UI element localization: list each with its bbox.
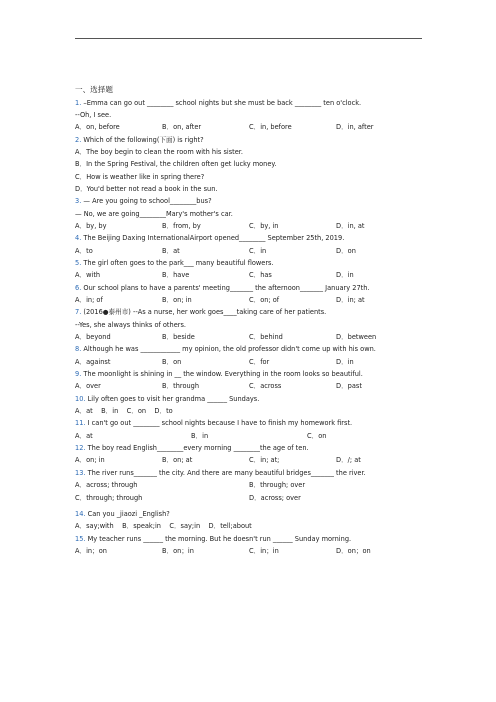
option-a[interactable]: A．at — [75, 431, 93, 440]
question-number: 11. — [75, 419, 86, 428]
question-4-options — [75, 245, 425, 257]
option-a[interactable]: A．over — [75, 382, 101, 391]
question-number: 5. — [75, 258, 82, 267]
question-7-options — [75, 331, 425, 343]
question-number: 13. — [75, 468, 86, 477]
option-a[interactable]: A．against — [75, 357, 111, 366]
question-number: 12. — [75, 444, 86, 453]
option-d[interactable]: D．between — [336, 333, 377, 342]
question-number: 2. — [75, 135, 82, 144]
option-a[interactable]: A．The boy begin to clean the room with his sister. — [75, 147, 244, 156]
option-b[interactable]: B．In the Spring Festival, the children often get lucky money. — [75, 160, 277, 169]
question-1-options — [75, 121, 425, 133]
option-a[interactable]: A．to — [75, 246, 93, 255]
question-8-options — [75, 356, 425, 368]
option-d[interactable]: D．in, after — [336, 123, 374, 132]
question-1 — [75, 97, 425, 109]
option-b[interactable]: B．have — [162, 271, 190, 280]
option-a[interactable]: A．across; through — [75, 481, 138, 490]
option-d[interactable]: D．You'd better not read a book in the sun. — [75, 184, 218, 193]
question-3-reply: — No, we are going________Mary's mother's car. — [75, 209, 233, 218]
option-d[interactable]: D．across; over — [249, 493, 301, 502]
question-number: 6. — [75, 283, 82, 292]
question-list — [75, 83, 425, 557]
question-text: — Are you going to school________bus? — [83, 197, 212, 206]
question-9 — [75, 368, 425, 380]
question-5 — [75, 257, 425, 269]
option-b[interactable]: B．in — [191, 431, 209, 440]
option-a[interactable]: A．on; in — [75, 456, 105, 465]
option-c[interactable]: C．in, before — [249, 123, 292, 132]
option-b[interactable]: B．through; over — [249, 481, 306, 490]
option-a[interactable]: A．by, by — [75, 221, 107, 230]
option-b[interactable]: B．on；in — [162, 546, 194, 555]
question-15-options — [75, 545, 425, 557]
option-a[interactable]: A．on, before — [75, 123, 120, 132]
question-6 — [75, 282, 425, 294]
question-number: 7. — [75, 308, 82, 317]
question-text: Can you _jiaozi _English? — [87, 509, 170, 518]
question-3-options — [75, 220, 425, 232]
question-text: Our school plans to have a parents' meeting_______ the afternoon_______ January 27th. — [83, 283, 370, 292]
option-a[interactable]: A．with — [75, 271, 101, 280]
question-text: The Beijing Daxing InternationalAirport opened________ September 25th, 2019. — [83, 234, 345, 243]
option-c[interactable]: C．by, in — [249, 221, 279, 230]
option-b[interactable]: B．on — [162, 357, 182, 366]
question-text: I can't go out ________ school nights because I have to finish my homework first. — [87, 419, 353, 428]
question-text: Which of the following(下面) is right? — [83, 135, 204, 144]
question-number: 3. — [75, 197, 82, 206]
option-c[interactable]: C．has — [249, 271, 272, 280]
option-d[interactable]: D．in; at — [336, 296, 365, 304]
question-5-options — [75, 269, 425, 281]
question-12-options — [75, 454, 425, 466]
question-number: 10. — [75, 394, 86, 403]
option-a[interactable]: A．beyond — [75, 333, 111, 342]
option-b[interactable]: B．on; in — [162, 296, 192, 304]
question-4 — [75, 232, 425, 244]
question-text: My teacher runs ______ the morning. But he doesn't run ______ Sunday morning. — [87, 534, 352, 543]
option-c[interactable]: C．on; of — [249, 296, 280, 304]
question-8 — [75, 343, 425, 355]
question-14 — [75, 508, 425, 520]
question-number: 4. — [75, 234, 82, 243]
question-number: 1. — [75, 98, 82, 107]
question-7-reply: --Yes, she always thinks of others. — [75, 320, 186, 329]
option-b[interactable]: B．on, after — [162, 123, 202, 132]
option-d[interactable]: D．in, at — [336, 221, 365, 230]
option-c[interactable]: C．behind — [249, 333, 283, 342]
option-b[interactable]: B．on; at — [162, 456, 193, 465]
question-6-options — [75, 294, 425, 306]
question-number: 14. — [75, 509, 86, 518]
section-title: 一、选择题 — [75, 85, 113, 94]
option-c[interactable]: C．How is weather like in spring there? — [75, 172, 205, 181]
option-c[interactable]: C．for — [249, 357, 270, 366]
option-c[interactable]: C．on — [307, 431, 327, 440]
option-c[interactable]: C．in；in — [249, 546, 279, 555]
question-10-options[interactable]: A．at B．in C．on D．to — [75, 407, 173, 416]
question-text: The boy read English________every morning ________the age of ten. — [87, 444, 309, 453]
question-text: The moonlight is shining in __ the window. Everything in the room looks so beautiful. — [83, 370, 363, 379]
option-b[interactable]: B．from, by — [162, 221, 201, 230]
option-a[interactable]: A．in；on — [75, 546, 107, 555]
question-3 — [75, 195, 425, 207]
question-text: The girl often goes to the park___ many beautiful flowers. — [83, 258, 274, 267]
question-15 — [75, 533, 425, 545]
question-text: Lily often goes to visit her grandma ______ Sundays. — [87, 394, 260, 403]
option-d[interactable]: D．in — [336, 271, 354, 280]
question-10 — [75, 393, 425, 405]
question-14-options[interactable]: A．say;with B．speak;in C．say;in D．tell;about — [75, 522, 252, 531]
question-number: 9. — [75, 370, 82, 379]
question-13 — [75, 467, 425, 479]
option-d[interactable]: D．on — [336, 246, 356, 255]
question-number: 8. — [75, 345, 82, 354]
question-text: (2016●泰州市) --As a nurse, her work goes____taking care of her patients. — [83, 308, 327, 317]
question-9-options — [75, 380, 425, 392]
option-c[interactable]: C．in — [249, 246, 267, 255]
question-13-options-row1 — [75, 479, 425, 491]
option-b[interactable]: B．at — [162, 246, 180, 255]
option-b[interactable]: B．beside — [162, 333, 195, 342]
option-d[interactable]: D．on；on — [336, 546, 371, 555]
option-c[interactable]: C．across — [249, 382, 282, 391]
option-a[interactable]: A．in; of — [75, 296, 103, 304]
question-text: –Emma can go out ________ school nights but she must be back ________ ten o'clock. — [83, 98, 362, 107]
question-13-options-row2 — [75, 492, 425, 504]
option-c[interactable]: C．in; at; — [249, 456, 280, 465]
question-text: The river runs_______ the city. And there are many beautiful bridges_______ the river. — [87, 468, 366, 477]
question-11-options — [75, 430, 425, 442]
option-d[interactable]: D．/; at — [336, 456, 361, 465]
option-d[interactable]: D．in — [336, 357, 354, 366]
question-number: 15. — [75, 534, 86, 543]
question-1-reply: --Oh, I see. — [75, 110, 112, 119]
option-d[interactable]: D．past — [336, 382, 362, 391]
option-c[interactable]: C．through; through — [75, 493, 143, 502]
question-7 — [75, 306, 425, 318]
question-2 — [75, 134, 425, 146]
question-text: Although he was ____________ my opinion, the old professor didn't come up with his own. — [83, 345, 376, 354]
question-12 — [75, 442, 425, 454]
option-b[interactable]: B．through — [162, 382, 200, 391]
question-11 — [75, 417, 425, 429]
header-rule — [75, 38, 422, 39]
